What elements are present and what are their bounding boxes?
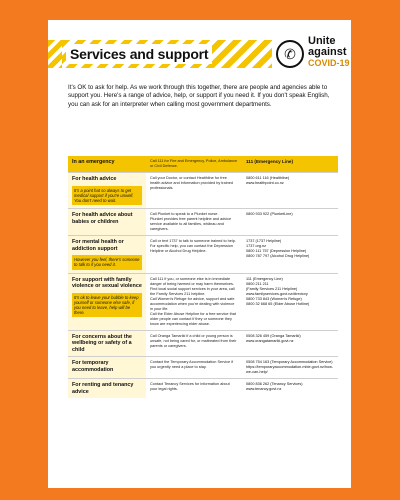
- contact-text[interactable]: 1737 (1737 Helpline): [246, 239, 282, 244]
- table-row: [68, 273, 338, 330]
- detail-text: Contact Tenancy Services for information about your legal rights.: [150, 382, 230, 392]
- contact-text[interactable]: www.healthpoint.co.nz: [246, 181, 284, 185]
- contact-text[interactable]: 0800 111 757 (Depression Helpline): [246, 249, 307, 254]
- contact-text[interactable]: 0800 787 797 (Alcohol Drug Helpline): [246, 254, 310, 259]
- detail-text: Plunket provides free parent helpline and advice service available to all families, whānau and caregivers.: [150, 217, 232, 232]
- category-cell: [68, 331, 146, 357]
- table-row: [68, 172, 338, 208]
- contact-text[interactable]: 1737.org.nz: [246, 244, 267, 249]
- contacts-cell: [242, 156, 338, 172]
- table-row: [68, 330, 338, 357]
- category-label: In an emergency: [72, 159, 115, 165]
- details-cell: [146, 209, 242, 235]
- category-label: For support with family violence or sexual violence: [72, 276, 142, 290]
- detail-text: Contact the Temporary Accommodation Service if you urgently need a place to stay.: [150, 360, 234, 370]
- details-cell: [146, 274, 242, 330]
- category-cell: [68, 379, 146, 398]
- detail-text: Call 111 for Fire and Emergency, Police, Ambulance or Civil Defence.: [150, 159, 238, 168]
- stripe-decoration: [48, 40, 62, 68]
- detail-text: For specific help, you can contact the Depression Helpline or Alcohol Drug Helpline.: [150, 244, 233, 254]
- contact-text[interactable]: www.familyservices.govt.nz/directory: [246, 291, 308, 296]
- contact-text[interactable]: 0800 836 262 (Tenancy Services): [246, 382, 303, 387]
- document-page: [48, 20, 351, 488]
- contact-text[interactable]: www.orangatamariki.govt.nz: [246, 338, 294, 343]
- detail-text: Call or text 1737 to talk to someone trained to help.: [150, 239, 236, 244]
- detail-text: Call 111 if you, or someone else is in immediate danger of being harmed or may harm themselves.: [150, 276, 234, 286]
- table-row: [68, 208, 338, 235]
- detail-text: Call the Elder Abuse Helpline for a free service that older people can contact if they or someone they know are experiencing elder abuse.: [150, 311, 236, 326]
- details-cell: [146, 357, 242, 378]
- contact-text[interactable]: www.tenancy.govt.nz: [246, 387, 282, 392]
- contacts-cell: [242, 379, 338, 398]
- details-cell: [146, 156, 242, 172]
- detail-text: Call Oranga Tamariki if a child or young person is unsafe, not being cared for, or maltreated from their parents or caregivers.: [150, 333, 237, 348]
- contacts-cell: [242, 274, 338, 330]
- category-note: It's a point hat so always to get medical support if you're unwell. You don't need to wait.: [72, 186, 142, 206]
- detail-text: Call your Doctor, or contact Healthline for free health advice and information provided by trained professionals.: [150, 176, 233, 190]
- contacts-cell: [242, 236, 338, 272]
- details-cell: [146, 173, 242, 208]
- title-banner: [62, 40, 272, 68]
- details-cell: [146, 379, 242, 398]
- details-cell: [146, 331, 242, 357]
- phone-icon: ✆: [276, 40, 304, 68]
- table-row: [68, 156, 338, 172]
- contact-text[interactable]: (Family Services 211 Helpline): [246, 286, 298, 291]
- detail-text: Call Plunket to speak to a Plunket nurse.: [150, 212, 219, 217]
- contact-text[interactable]: 0800 211 211: [246, 281, 269, 286]
- category-cell: [68, 173, 146, 208]
- contacts-cell: [242, 173, 338, 208]
- category-cell: [68, 156, 146, 172]
- contact-text[interactable]: 0800 32 668 65 (Elder Abuse Hotline): [246, 301, 310, 306]
- table-row: [68, 235, 338, 272]
- services-table: [68, 156, 338, 398]
- brand-line-1: Unite: [308, 35, 336, 47]
- contact-text[interactable]: https://temporaryaccommodation.mbie.govt.nz/how-we-can-help/: [246, 365, 334, 375]
- contact-text[interactable]: 111 (Emergency Line): [246, 276, 283, 281]
- contacts-cell: [242, 209, 338, 235]
- category-label: For renting and tenancy advice: [72, 382, 134, 395]
- contact-text[interactable]: 0800 733 843 (Women's Refuge): [246, 296, 302, 301]
- category-cell: [68, 209, 146, 235]
- contact-text[interactable]: 0800 933 922 (PlunketLine): [246, 212, 293, 217]
- contact-text[interactable]: 0508 326 459 (Oranga Tamariki): [246, 333, 301, 338]
- brand-line-3: COVID-19: [308, 58, 350, 68]
- contact-text[interactable]: 0800 611 116 (Healthline): [246, 176, 290, 180]
- contact-text[interactable]: 111 (Emergency Line): [246, 159, 293, 164]
- category-cell: [68, 236, 146, 272]
- detail-text: Find local social support services in your area, call the Family Services 211 helpline.: [150, 286, 235, 296]
- category-note: It's ok to leave your bubble to keep yourself or someone else safe, if you need to leave, help will be there.: [72, 293, 142, 318]
- category-cell: [68, 274, 146, 330]
- contacts-cell: [242, 331, 338, 357]
- contact-text[interactable]: 0508 754 163 (Temporary Accommodation Service): [246, 360, 333, 365]
- details-cell: [146, 236, 242, 272]
- category-cell: [68, 357, 146, 378]
- table-row: [68, 378, 338, 398]
- category-label: For temporary accommodation: [72, 360, 114, 373]
- contacts-cell: [242, 357, 338, 378]
- category-note: However you feel, there's someone to talk to if you need it.: [72, 255, 142, 269]
- brand-line-2: against: [308, 46, 347, 58]
- brand-logo: [308, 36, 351, 69]
- category-label: For health advice: [72, 176, 117, 182]
- category-label: For concerns about the wellbeing or safety of a child: [72, 333, 132, 353]
- page-title: Services and support: [66, 44, 212, 64]
- category-label: For mental health or addiction support: [72, 239, 124, 252]
- intro-paragraph: It's OK to ask for help. As we work through this together, there are people and agencies able to support you. Here's a range of advice, help, or support if you need it. If you don't speak English, you can ask for an interpreter when calling most government departments.: [68, 84, 330, 108]
- category-label: For health advice about babies or children: [72, 212, 133, 225]
- detail-text: Call Women's Refuge for advice, support and safe accommodation when you're dealing with violence in your life.: [150, 296, 235, 311]
- table-row: [68, 356, 338, 378]
